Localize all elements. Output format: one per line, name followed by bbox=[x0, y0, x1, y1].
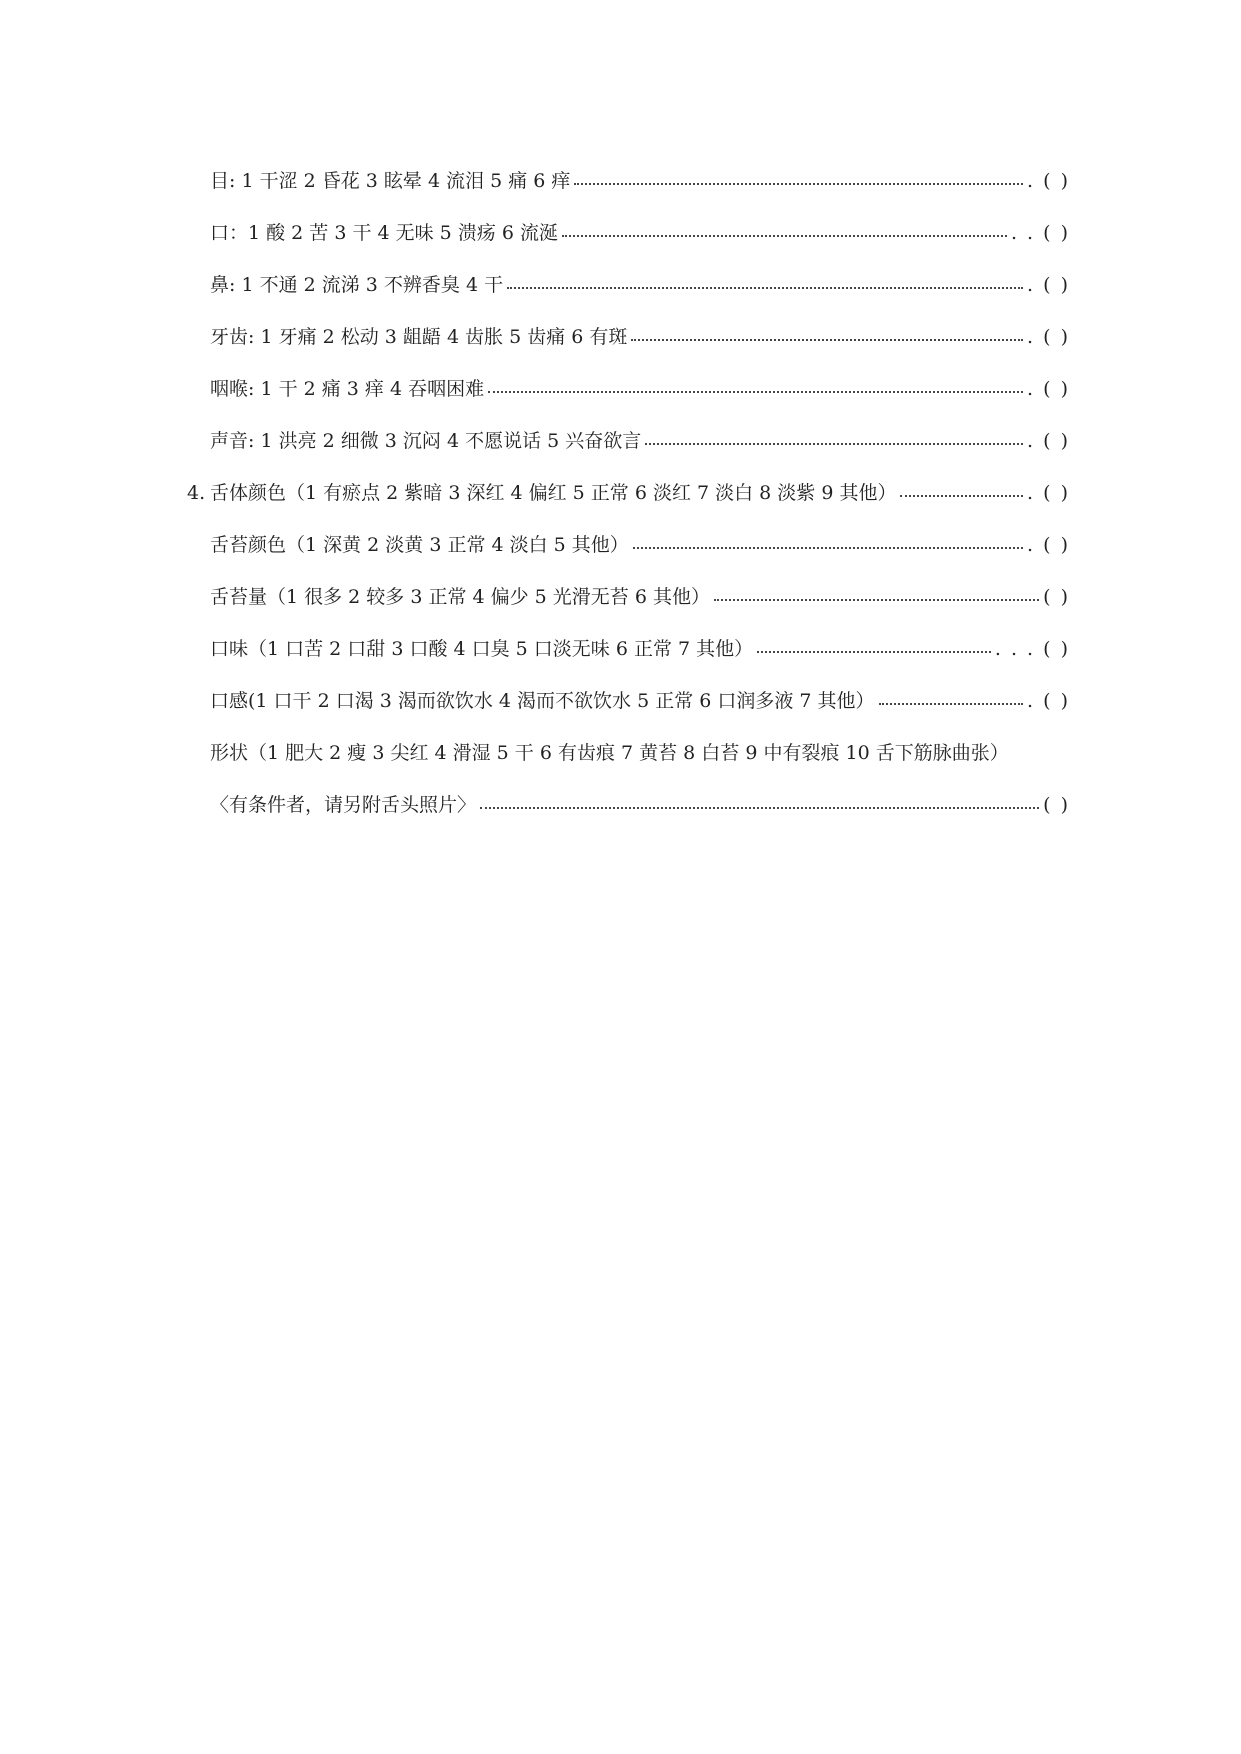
item-label: 口：1 酸 2 苦 3 干 4 无味 5 溃疡 6 流涎 bbox=[210, 222, 558, 244]
item-label: 〈有条件者，请另附舌头照片〉 bbox=[210, 794, 477, 816]
dot-leader bbox=[574, 166, 1023, 196]
dot-leader bbox=[645, 426, 1023, 456]
item-label: 舌苔量（1 很多 2 较多 3 正常 4 偏少 5 光滑无苔 6 其他） bbox=[210, 586, 710, 608]
item-label: 鼻: 1 不通 2 流涕 3 不辨香臭 4 干 bbox=[210, 274, 504, 296]
item-throat bbox=[210, 374, 1070, 404]
item-label: 声音: 1 洪亮 2 细微 3 沉闷 4 不愿说话 5 兴奋欲言 bbox=[210, 430, 642, 452]
dot-leader bbox=[633, 530, 1023, 560]
item-label: 口味（1 口苦 2 口甜 3 口酸 4 口臭 5 口淡无味 6 正常 7 其他） bbox=[210, 638, 754, 660]
item-label: 口感(1 口干 2 口渴 3 渴而欲饮水 4 渴而不欲饮水 5 正常 6 口润多液 7 其他） bbox=[210, 690, 875, 712]
answer-blank[interactable]: ( ) bbox=[1043, 794, 1070, 816]
dot-leader bbox=[488, 374, 1023, 404]
item-coating-amount bbox=[210, 582, 1070, 612]
item-label: 舌苔颜色（1 深黄 2 淡黄 3 正常 4 淡白 5 其他） bbox=[210, 534, 629, 556]
item-label: 牙齿: 1 牙痛 2 松动 3 龃龉 4 齿胀 5 齿痛 6 有斑 bbox=[210, 326, 628, 348]
answer-blank[interactable]: . ( ) bbox=[1027, 534, 1070, 556]
dot-leader bbox=[757, 634, 991, 664]
item-mouth bbox=[210, 218, 1070, 248]
item-label: 咽喉: 1 干 2 痛 3 痒 4 吞咽困难 bbox=[210, 378, 485, 400]
item-teeth bbox=[210, 322, 1070, 352]
answer-blank[interactable]: ( ) bbox=[1043, 586, 1070, 608]
dot-leader bbox=[714, 582, 1039, 612]
answer-blank[interactable]: . ( ) bbox=[1027, 482, 1070, 504]
item-label: 目: 1 干涩 2 昏花 3 眩晕 4 流泪 5 痛 6 痒 bbox=[210, 170, 571, 192]
answer-blank[interactable]: . ( ) bbox=[1027, 690, 1070, 712]
item-photo-note bbox=[210, 790, 1070, 820]
item-label: 舌体颜色（1 有瘀点 2 紫暗 3 深红 4 偏红 5 正常 6 淡红 7 淡白 8 淡紫 9 其他） bbox=[210, 482, 897, 504]
dot-leader bbox=[900, 478, 1023, 508]
item-shape: 形状（1 肥大 2 瘦 3 尖红 4 滑湿 5 干 6 有齿痕 7 黄苔 8 白苔 9 中有裂痕 10 舌下筋脉曲张） bbox=[210, 742, 1009, 764]
answer-blank[interactable]: . ( ) bbox=[1027, 326, 1070, 348]
item-coating-color bbox=[210, 530, 1070, 560]
answer-blank[interactable]: . . . ( ) bbox=[994, 638, 1070, 660]
answer-blank[interactable]: . ( ) bbox=[1027, 378, 1070, 400]
item-eyes bbox=[210, 166, 1070, 196]
dot-leader bbox=[507, 270, 1023, 300]
item-mouth-feel bbox=[210, 686, 1070, 716]
dot-leader bbox=[562, 218, 1007, 248]
answer-blank[interactable]: . ( ) bbox=[1027, 170, 1070, 192]
answer-blank[interactable]: . ( ) bbox=[1027, 274, 1070, 296]
item-nose bbox=[210, 270, 1070, 300]
item-taste bbox=[210, 634, 1070, 664]
section-number: 4. bbox=[187, 482, 206, 504]
dot-leader bbox=[631, 322, 1023, 352]
dot-leader bbox=[879, 686, 1023, 716]
item-voice bbox=[210, 426, 1070, 456]
answer-blank[interactable]: . ( ) bbox=[1027, 430, 1070, 452]
item-tongue-color bbox=[187, 478, 1070, 508]
answer-blank[interactable]: . . ( ) bbox=[1010, 222, 1070, 244]
dot-leader bbox=[480, 790, 1039, 820]
